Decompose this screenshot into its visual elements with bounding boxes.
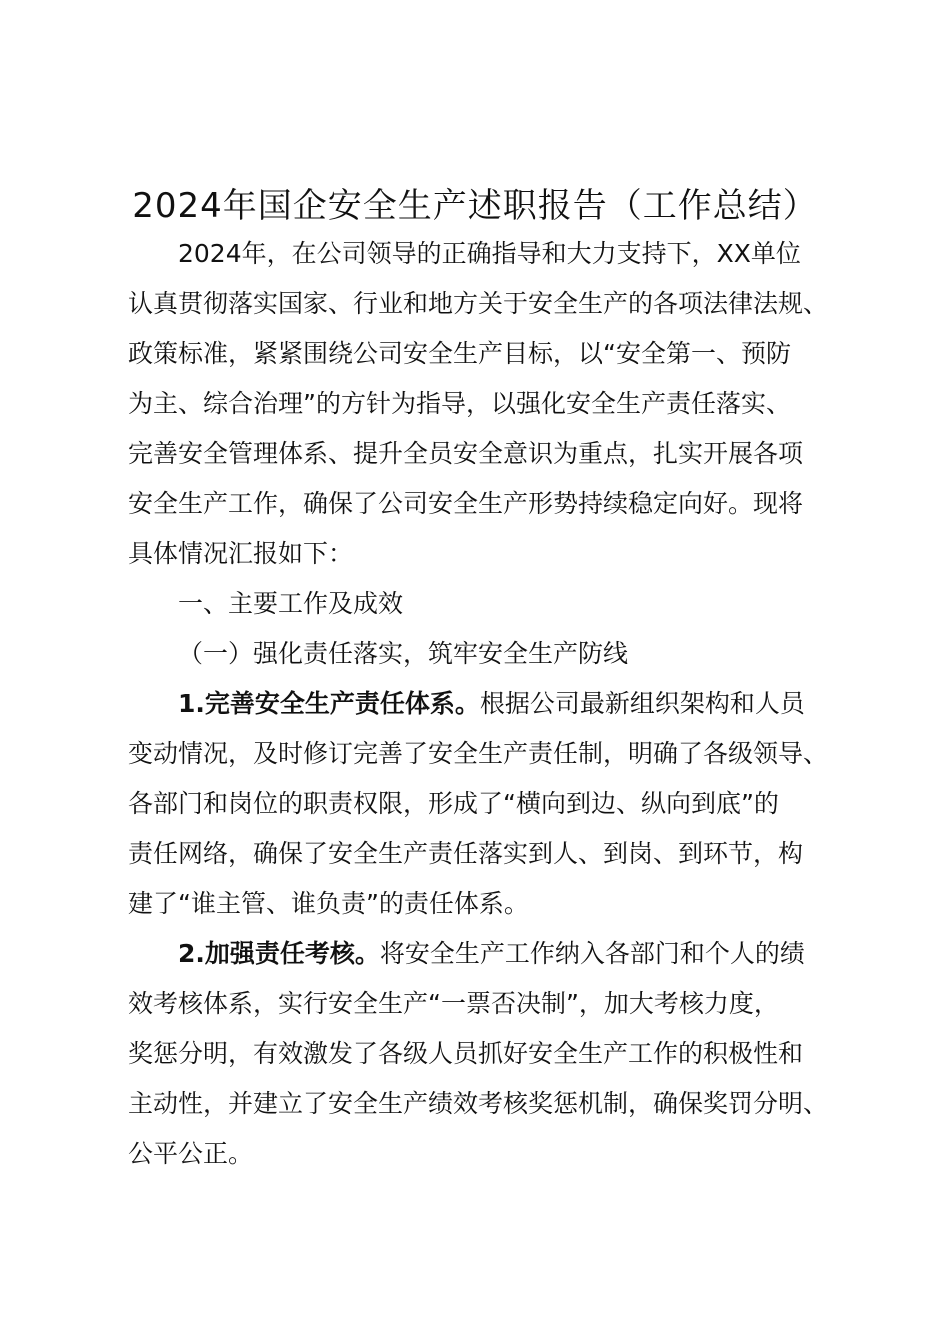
item-2-first-line bbox=[178, 934, 805, 974]
item-2-line-3: 奖惩分明，有效激发了各级人员抓好安全生产工作的积极性和 bbox=[128, 1039, 804, 1068]
intro-line-1: 2024年，在公司领导的正确指导和大力支持下，XX单位 bbox=[178, 239, 801, 268]
item-2-line-5: 公平公正。 bbox=[128, 1139, 254, 1168]
item-2-first-line-rest: 将安全生产工作纳入各部门和个人的绩 bbox=[379, 939, 805, 968]
intro-line-4: 为主、综合治理”的方针为指导，以强化安全生产责任落实、 bbox=[128, 389, 791, 418]
intro-line-5: 完善安全管理体系、提升全员安全意识为重点，扎实开展各项 bbox=[128, 439, 804, 468]
item-1-lead: 1.完善安全生产责任体系。 bbox=[178, 689, 480, 718]
document-title: 2024年国企安全生产述职报告（工作总结） bbox=[132, 186, 818, 226]
item-1-line-2: 变动情况，及时修订完善了安全生产责任制，明确了各级领导、 bbox=[128, 739, 829, 768]
item-1-line-3: 各部门和岗位的职责权限，形成了“横向到边、纵向到底”的 bbox=[128, 789, 779, 818]
intro-line-6: 安全生产工作，确保了公司安全生产形势持续稳定向好。现将 bbox=[128, 489, 804, 518]
item-1-first-line bbox=[178, 684, 805, 724]
item-2-line-2: 效考核体系，实行安全生产“一票否决制”，加大考核力度， bbox=[128, 989, 779, 1018]
subsection-heading-1: （一）强化责任落实，筑牢安全生产防线 bbox=[178, 639, 629, 668]
item-1-line-5: 建了“谁主管、谁负责”的责任体系。 bbox=[128, 889, 529, 918]
intro-line-3: 政策标准，紧紧围绕公司安全生产目标，以“安全第一、预防 bbox=[128, 339, 791, 368]
item-1-first-line-rest: 根据公司最新组织架构和人员 bbox=[479, 689, 805, 718]
section-heading-1: 一、主要工作及成效 bbox=[178, 589, 404, 618]
item-2-lead: 2.加强责任考核。 bbox=[178, 939, 380, 968]
item-2-line-4: 主动性，并建立了安全生产绩效考核奖惩机制，确保奖罚分明、 bbox=[128, 1089, 829, 1118]
intro-line-2: 认真贯彻落实国家、行业和地方关于安全生产的各项法律法规、 bbox=[128, 289, 829, 318]
intro-line-7: 具体情况汇报如下： bbox=[128, 539, 354, 568]
item-1-line-4: 责任网络，确保了安全生产责任落实到人、到岗、到环节，构 bbox=[128, 839, 804, 868]
